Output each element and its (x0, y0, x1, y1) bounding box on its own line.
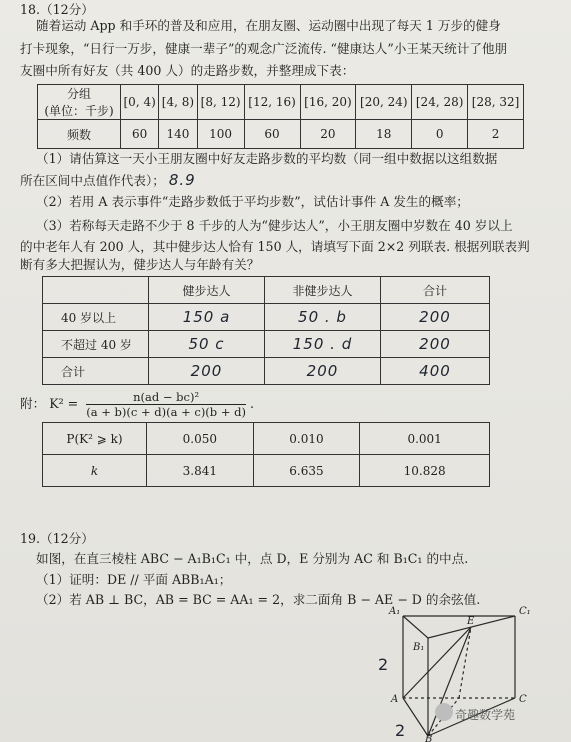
handwritten-cell: 50 . b (265, 304, 381, 331)
handwritten-cell: 50 c (149, 331, 265, 358)
q18-part1-text: 所在区间中点值作代表）； (20, 173, 165, 188)
formula-lhs: K² = (49, 396, 79, 411)
group-cell: [24, 28) (412, 85, 468, 120)
formula-tail: . (249, 396, 254, 411)
contingency-header-blank (43, 277, 149, 304)
freq-cell: 140 (159, 120, 197, 149)
q18-intro-line-3: 友圈中所有好友（共 400 人）的走路步数，并整理成下表： (20, 63, 355, 78)
group-header-label: 分组 (66, 87, 91, 101)
handwritten-cell: 150 . d (265, 331, 381, 358)
row-label: 合计 (43, 358, 149, 385)
q18-intro-line-2: 打卡现象，“日行一万步，健康一辈子”的观念广泛流传. “健康达人”小王某天统计了他朋 (20, 41, 508, 56)
k-value-cell: 3.841 (147, 455, 254, 487)
q18-intro-line-1: 随着运动 App 和手环的普及和应用，在朋友圈、运动圈中出现了每天 1 万步的健身 (36, 18, 501, 33)
k-squared-formula (20, 390, 254, 419)
formula-fraction (86, 390, 246, 419)
edge-a1-b1 (403, 616, 428, 638)
handwritten-cell: 200 (381, 331, 490, 358)
question-19-header: 19.（12分） (20, 531, 94, 546)
wechat-icon (435, 703, 453, 721)
label-a1: A₁ (389, 606, 401, 617)
appendix-label: 附： (20, 396, 46, 411)
handwritten-cell: 150 a (149, 304, 265, 331)
q19-part2: （2）若 AB ⊥ BC，AB = BC = AA₁ = 2，求二面角 B − AE − D 的余弦值. (36, 592, 481, 607)
group-cell: [0, 4) (121, 85, 159, 120)
label-b: B (425, 734, 433, 742)
group-cell: [8, 12) (197, 85, 244, 120)
q18-part3-line-2: 的中老年人有 200 人，其中健步达人恰有 150 人，请填写下面 2×2 列联表. 根据列联表判 (20, 239, 530, 254)
p-value-cell: 0.050 (147, 423, 254, 455)
q19-stem: 如图，在直三棱柱 ABC − A₁B₁C₁ 中，点 D，E 分别为 AC 和 B₁C₁ 的中点. (36, 551, 469, 566)
k-value-cell: 10.828 (360, 455, 490, 487)
p-value-cell: 0.010 (253, 423, 360, 455)
formula-numerator: n(ad − bc)² (86, 390, 246, 405)
contingency-header: 非健步达人 (265, 277, 381, 304)
label-a: A (391, 694, 399, 705)
edge-a-b (403, 698, 428, 736)
handwritten-mean-answer: 8.9 (168, 171, 196, 189)
contingency-header: 健步达人 (149, 277, 265, 304)
p-value-cell: 0.001 (360, 423, 490, 455)
question-18-header: 18.（12分） (20, 2, 94, 17)
group-cell: [4, 8) (159, 85, 197, 120)
freq-cell: 20 (300, 120, 356, 149)
k-value-cell: 6.635 (253, 455, 360, 487)
freq-cell: 60 (244, 120, 300, 149)
handwritten-cell: 200 (265, 358, 381, 385)
group-cell: [28, 32] (468, 85, 524, 120)
contingency-table (42, 276, 490, 385)
row-label: 不超过 40 岁 (43, 331, 149, 358)
q18-part1-line-1: （1）请估算这一天小王朋友圈中好友走路步数的平均数（同一组中数据以这组数据 (36, 151, 498, 166)
handwritten-2-left: 2 (378, 655, 389, 674)
formula-denominator: (a + b)(c + d)(a + c)(b + d) (86, 405, 246, 419)
handwritten-cell: 200 (149, 358, 265, 385)
freq-cell: 100 (197, 120, 244, 149)
freq-cell: 0 (412, 120, 468, 149)
group-header-cell (38, 85, 121, 120)
handwritten-2-bottom: 2 (395, 721, 406, 740)
k-label-cell: k (43, 455, 147, 487)
freq-cell: 2 (468, 120, 524, 149)
label-c: C (519, 694, 527, 705)
q18-part3-line-1: （3）若称每天走路不少于 8 千步的人为“健步达人”，小王朋友圈中岁数在 40 岁以上 (36, 218, 513, 233)
q19-part1: （1）证明：DE // 平面 ABB₁A₁； (36, 572, 232, 587)
p-label-cell: P(K² ⩾ k) (43, 423, 147, 455)
segment-a-e (403, 627, 471, 698)
freq-cell: 18 (356, 120, 412, 149)
watermark-text: 奇趣数学苑 (455, 708, 516, 722)
group-header-unit: (单位：千步) (44, 104, 114, 118)
group-cell: [12, 16) (244, 85, 300, 120)
q18-part2: （2）若用 A 表示事件“走路步数低于平均步数”，试估计事件 A 发生的概率； (36, 194, 469, 209)
group-cell: [20, 24) (356, 85, 412, 120)
freq-cell: 60 (121, 120, 159, 149)
critical-value-table (42, 422, 490, 487)
label-c1: C₁ (519, 606, 531, 617)
contingency-header: 合计 (381, 277, 490, 304)
row-label: 40 岁以上 (43, 304, 149, 331)
q18-part1-line-2 (20, 172, 196, 189)
label-b1: B₁ (413, 642, 425, 653)
group-cell: [16, 20) (300, 85, 356, 120)
handwritten-cell: 400 (381, 358, 490, 385)
handwritten-cell: 200 (381, 304, 490, 331)
label-e: E (467, 616, 475, 627)
frequency-table (37, 84, 524, 149)
q18-part3-line-3: 断有多大把握认为，健步达人与年龄有关？ (20, 257, 260, 272)
freq-label-cell: 频数 (38, 120, 121, 149)
